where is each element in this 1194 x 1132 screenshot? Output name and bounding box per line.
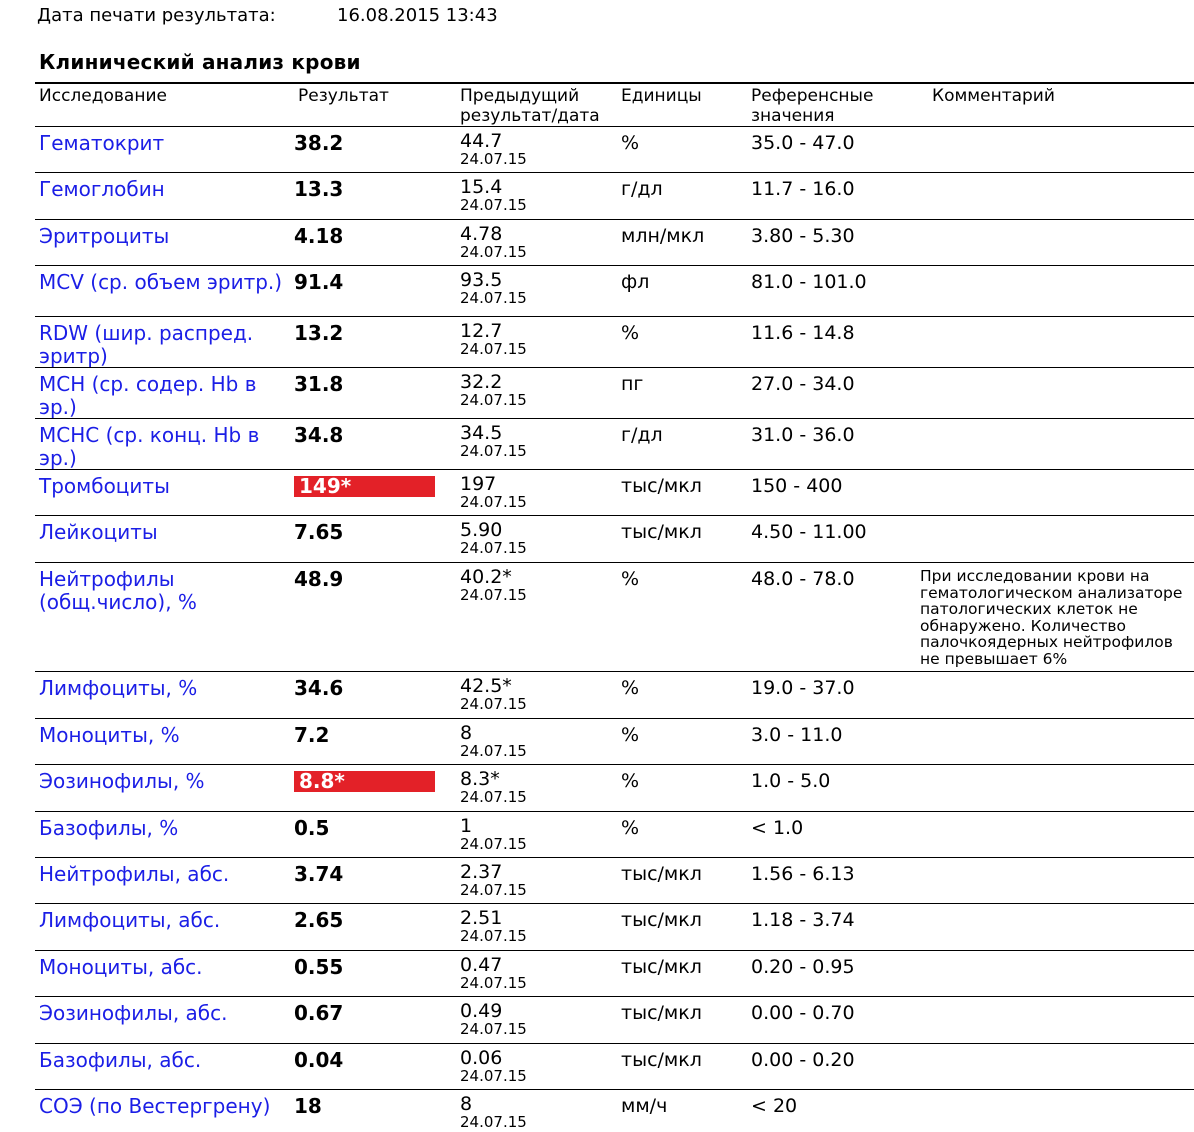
previous-result <box>460 271 610 306</box>
unit: г/дл <box>621 178 663 200</box>
unit: мм/ч <box>621 1095 668 1117</box>
result-value: 7.65 <box>294 520 344 544</box>
previous-value: 4.78 <box>460 223 503 245</box>
result-value: 2.65 <box>294 908 344 932</box>
test-name[interactable]: Эозинофилы, абс. <box>39 1001 228 1025</box>
previous-date: 24.07.15 <box>460 1113 527 1131</box>
unit: тыс/мкл <box>621 521 702 543</box>
test-name[interactable]: Лимфоциты, % <box>39 676 198 700</box>
test-name[interactable]: Гематокрит <box>39 131 165 155</box>
unit: % <box>621 770 640 792</box>
column-header-previous-line1: Предыдущий <box>460 86 580 106</box>
result-value: 0.55 <box>294 955 344 979</box>
previous-result <box>460 225 610 260</box>
test-name[interactable]: Лимфоциты, абс. <box>39 908 221 932</box>
result-value: 7.2 <box>294 723 330 747</box>
table-row <box>35 515 1194 563</box>
result-value: 13.2 <box>294 321 344 345</box>
result-value: 18 <box>294 1094 322 1118</box>
reference-range: 3.80 - 5.30 <box>751 225 855 247</box>
test-name[interactable]: RDW (шир. распред. эритр) <box>39 321 254 368</box>
table-row <box>35 764 1194 812</box>
previous-value: 2.51 <box>460 907 503 929</box>
previous-value: 0.49 <box>460 1000 503 1022</box>
reference-range: 0.20 - 0.95 <box>751 956 855 978</box>
unit: % <box>621 568 640 590</box>
unit: тыс/мкл <box>621 956 702 978</box>
previous-value: 5.90 <box>460 519 503 541</box>
previous-result <box>460 817 610 852</box>
reference-range: 48.0 - 78.0 <box>751 568 855 590</box>
previous-date: 24.07.15 <box>460 442 527 460</box>
previous-result <box>460 1002 610 1037</box>
previous-result <box>460 132 610 167</box>
previous-date: 24.07.15 <box>460 742 527 760</box>
table-row <box>35 418 1194 470</box>
test-name[interactable]: Моноциты, абс. <box>39 955 203 979</box>
table-row <box>35 126 1194 173</box>
result-value: 34.8 <box>294 423 344 447</box>
column-header-units: Единицы <box>621 86 702 106</box>
result-value: 0.04 <box>294 1048 344 1072</box>
result-value: 34.6 <box>294 676 344 700</box>
table-row <box>35 367 1194 419</box>
column-header-result: Результат <box>298 86 389 106</box>
test-name[interactable]: Эритроциты <box>39 224 170 248</box>
column-header-previous <box>460 86 600 126</box>
previous-result <box>460 909 610 944</box>
previous-result <box>460 521 610 556</box>
previous-date: 24.07.15 <box>460 974 527 992</box>
unit: % <box>621 677 640 699</box>
comment: При исследовании крови на гематологическом анализаторе патологических клеток не обнаружено. Количество палочкоядерных нейтрофилов не превышает 6% <box>920 567 1183 668</box>
table-row <box>35 1043 1194 1090</box>
table-row <box>35 811 1194 858</box>
unit: млн/мкл <box>621 225 705 247</box>
unit: г/дл <box>621 424 663 446</box>
reference-range: 0.00 - 0.20 <box>751 1049 855 1071</box>
result-value: 0.67 <box>294 1001 344 1025</box>
reference-range: 1.56 - 6.13 <box>751 863 855 885</box>
table-row <box>35 265 1194 317</box>
previous-result <box>460 475 610 510</box>
result-value-flagged: 149* <box>294 476 435 497</box>
column-header-test: Исследование <box>39 86 167 106</box>
previous-value: 12.7 <box>460 320 503 342</box>
unit: % <box>621 132 640 154</box>
column-header-previous-line2: результат/дата <box>460 106 600 126</box>
reference-range: 81.0 - 101.0 <box>751 271 867 293</box>
test-name[interactable]: MCH (ср. содер. Hb в эр.) <box>39 372 257 419</box>
previous-value: 8 <box>460 1093 473 1115</box>
previous-value: 0.47 <box>460 954 503 976</box>
reference-range: 11.7 - 16.0 <box>751 178 855 200</box>
test-name[interactable]: Эозинофилы, % <box>39 769 205 793</box>
previous-date: 24.07.15 <box>460 391 527 409</box>
previous-result <box>460 677 610 712</box>
unit: % <box>621 322 640 344</box>
column-header-reference <box>751 86 873 126</box>
result-value: 31.8 <box>294 372 344 396</box>
previous-value: 2.37 <box>460 861 503 883</box>
reference-range: 4.50 - 11.00 <box>751 521 867 543</box>
previous-result <box>460 178 610 213</box>
reference-range: 11.6 - 14.8 <box>751 322 855 344</box>
table-row <box>35 469 1194 516</box>
table-row <box>35 671 1194 719</box>
previous-date: 24.07.15 <box>460 835 527 853</box>
previous-date: 24.07.15 <box>460 539 527 557</box>
previous-result <box>460 770 610 805</box>
reference-range: 1.0 - 5.0 <box>751 770 831 792</box>
previous-date: 24.07.15 <box>460 695 527 713</box>
reference-range: 31.0 - 36.0 <box>751 424 855 446</box>
unit: % <box>621 724 640 746</box>
previous-date: 24.07.15 <box>460 150 527 168</box>
unit: тыс/мкл <box>621 863 702 885</box>
result-value: 4.18 <box>294 224 344 248</box>
reference-range: 150 - 400 <box>751 475 843 497</box>
previous-date: 24.07.15 <box>460 243 527 261</box>
table-row <box>35 562 1194 672</box>
previous-date: 24.07.15 <box>460 881 527 899</box>
print-date-value: 16.08.2015 13:43 <box>337 5 498 26</box>
test-name[interactable]: MCV (ср. объем эритр.) <box>39 270 283 294</box>
result-value: 13.3 <box>294 177 344 201</box>
table-row <box>35 718 1194 765</box>
table-row <box>35 950 1194 997</box>
result-value: 48.9 <box>294 567 344 591</box>
previous-result <box>460 1095 610 1130</box>
previous-date: 24.07.15 <box>460 927 527 945</box>
previous-result <box>460 373 610 408</box>
print-date <box>37 5 498 26</box>
table-row <box>35 1089 1194 1132</box>
previous-date: 24.07.15 <box>460 196 527 214</box>
previous-date: 24.07.15 <box>460 1067 527 1085</box>
reference-range: 0.00 - 0.70 <box>751 1002 855 1024</box>
section-title: Клинический анализ крови <box>39 50 361 74</box>
unit: % <box>621 817 640 839</box>
previous-value: 40.2* <box>460 566 512 588</box>
test-name[interactable]: Лейкоциты <box>39 520 158 544</box>
previous-date: 24.07.15 <box>460 340 527 358</box>
test-name[interactable]: Нейтрофилы, абс. <box>39 862 230 886</box>
table-row <box>35 172 1194 220</box>
test-name[interactable]: Гемоглобин <box>39 177 165 201</box>
previous-value: 42.5* <box>460 675 512 697</box>
previous-result <box>460 724 610 759</box>
test-name[interactable]: Базофилы, % <box>39 816 179 840</box>
reference-range: < 20 <box>751 1095 798 1117</box>
unit: тыс/мкл <box>621 1049 702 1071</box>
unit: пг <box>621 373 644 395</box>
previous-value: 197 <box>460 473 497 495</box>
test-name[interactable]: Базофилы, абс. <box>39 1048 202 1072</box>
previous-result <box>460 863 610 898</box>
column-header-reference-line2: значения <box>751 106 835 126</box>
table-row <box>35 316 1194 368</box>
test-name[interactable]: Моноциты, % <box>39 723 180 747</box>
previous-value: 8.3* <box>460 768 500 790</box>
reference-range: 3.0 - 11.0 <box>751 724 843 746</box>
reference-range: 27.0 - 34.0 <box>751 373 855 395</box>
previous-date: 24.07.15 <box>460 586 527 604</box>
previous-value: 1 <box>460 815 473 837</box>
previous-date: 24.07.15 <box>460 788 527 806</box>
table-row <box>35 219 1194 266</box>
header-divider <box>35 82 1194 84</box>
previous-value: 93.5 <box>460 269 503 291</box>
previous-result <box>460 1049 610 1084</box>
previous-value: 32.2 <box>460 371 503 393</box>
print-date-label: Дата печати результата: <box>37 5 276 26</box>
reference-range: < 1.0 <box>751 817 804 839</box>
previous-value: 8 <box>460 722 473 744</box>
result-value: 0.5 <box>294 816 330 840</box>
test-name[interactable]: СОЭ (по Вестергрену) <box>39 1094 271 1118</box>
unit: фл <box>621 271 650 293</box>
column-header-reference-line1: Референсные <box>751 86 874 106</box>
previous-value: 0.06 <box>460 1047 503 1069</box>
unit: тыс/мкл <box>621 1002 702 1024</box>
reference-range: 35.0 - 47.0 <box>751 132 855 154</box>
result-value-flagged: 8.8* <box>294 771 435 792</box>
column-header-comment: Комментарий <box>932 86 1055 106</box>
previous-value: 34.5 <box>460 422 503 444</box>
result-value: 91.4 <box>294 270 344 294</box>
reference-range: 19.0 - 37.0 <box>751 677 855 699</box>
result-value: 38.2 <box>294 131 344 155</box>
previous-value: 44.7 <box>460 130 503 152</box>
reference-range: 1.18 - 3.74 <box>751 909 855 931</box>
previous-result <box>460 956 610 991</box>
previous-value: 15.4 <box>460 176 503 198</box>
table-row <box>35 903 1194 951</box>
previous-date: 24.07.15 <box>460 1020 527 1038</box>
test-name[interactable]: Нейтрофилы (общ.число), % <box>39 567 197 614</box>
result-value: 3.74 <box>294 862 344 886</box>
previous-result <box>460 322 610 357</box>
test-name[interactable]: Тромбоциты <box>39 474 170 498</box>
table-row <box>35 996 1194 1044</box>
previous-result <box>460 568 610 603</box>
previous-date: 24.07.15 <box>460 493 527 511</box>
previous-date: 24.07.15 <box>460 289 527 307</box>
table-row <box>35 857 1194 904</box>
unit: тыс/мкл <box>621 909 702 931</box>
previous-result <box>460 424 610 459</box>
unit: тыс/мкл <box>621 475 702 497</box>
test-name[interactable]: MCHC (ср. конц. Hb в эр.) <box>39 423 260 470</box>
